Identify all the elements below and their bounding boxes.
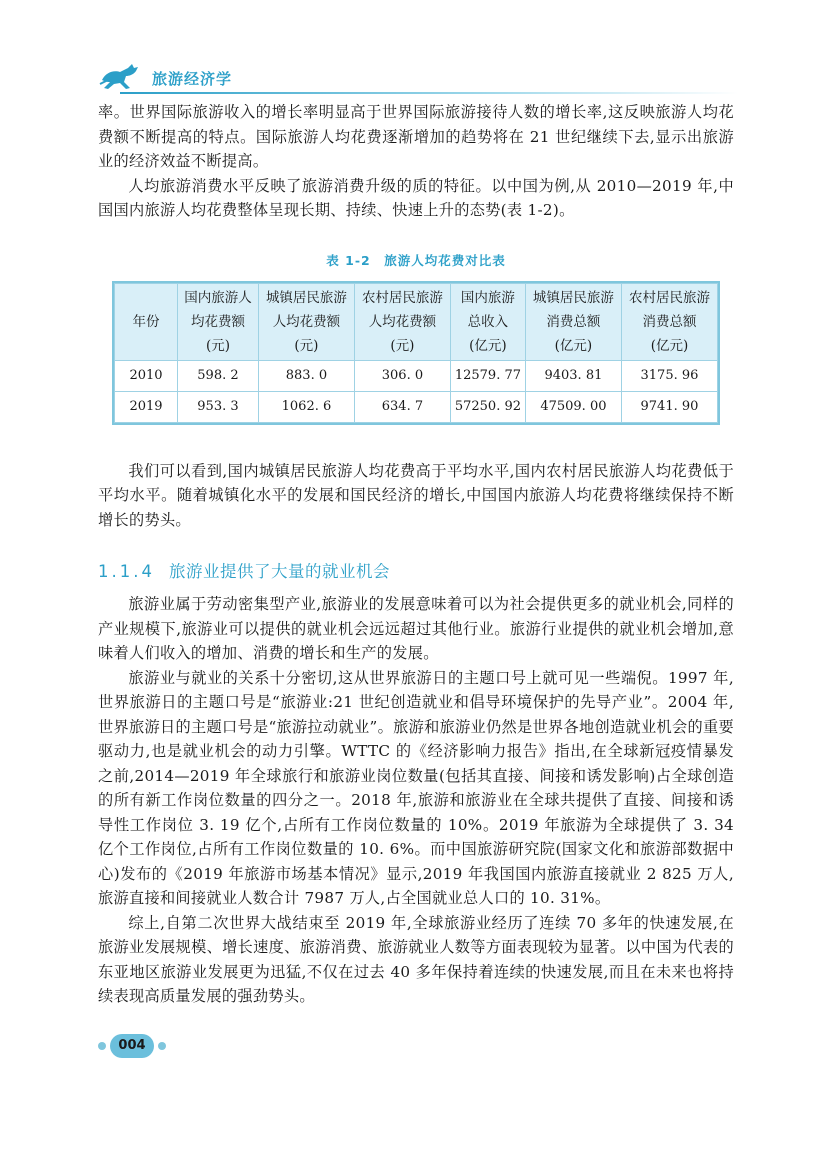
table-cell: 9741. 90: [621, 391, 717, 422]
paragraph-consumption-level: 人均旅游消费水平反映了旅游消费升级的质的特征。以中国为例,从 2010—2019 年,中国国内旅游人均花费整体呈现长期、持续、快速上升的态势(表 1-2)。: [98, 176, 734, 219]
table-caption: 表 1-2 旅游人均花费对比表: [326, 252, 506, 268]
table-cell: 306. 0: [354, 360, 450, 391]
paragraph-continuation: 率。世界国际旅游收入的增长率明显高于世界国际旅游接待人数的增长率,这反映旅游人均花费额不断提高的特点。国际旅游人均花费逐渐增加的趋势将在 21 世纪继续下去,显示出旅游业的经济效益不断提高。: [98, 103, 734, 170]
table-cell: 47509. 00: [525, 391, 621, 422]
header-rule: [120, 92, 738, 94]
page-number: 004: [110, 1034, 154, 1058]
table-cell: 598. 2: [178, 360, 259, 391]
paragraph-summary: 综上,自第二次世界大战结束至 2019 年,全球旅游业经历了连续 70 多年的快速发展,在旅游业发展规模、增长速度、旅游消费、旅游就业人数等方面表现较为显著。以中国为代表的东亚地区旅游业发展更为迅猛,不仅在过去 40 多年保持着连续的快速发展,而且在未来也将持续表现高质量发展的强劲势头。: [98, 913, 734, 1005]
table-header-row: [115, 283, 718, 360]
table-cell: 57250. 92: [450, 391, 525, 422]
paragraph-employment-intro: 旅游业属于劳动密集型产业,旅游业的发展意味着可以为社会提供更多的就业机会,同样的产业规模下,旅游业可以提供的就业机会远远超过其他行业。旅游行业提供的就业机会增加,意味着人们收入的增加、消费的增长和生产的发展。: [98, 595, 734, 662]
section-title: 旅游业提供了大量的就业机会: [168, 562, 390, 581]
header-rural-total: 农村居民旅游 消费总额 (亿元): [621, 283, 717, 360]
paragraph-analysis: 我们可以看到,国内城镇居民旅游人均花费高于平均水平,国内农村居民旅游人均花费低于平均水平。随着城镇化水平的发展和国民经济的增长,中国国内旅游人均花费将继续保持不断增长的势头。: [98, 461, 734, 529]
table-cell: 883. 0: [258, 360, 354, 391]
table-cell: 3175. 96: [621, 360, 717, 391]
running-horse-icon: [98, 62, 146, 92]
header-domestic-per-capita: 国内旅游人 均花费额 (元): [178, 283, 259, 360]
page-header: [98, 60, 738, 100]
table-cell: 634. 7: [354, 391, 450, 422]
table-cell: 1062. 6: [258, 391, 354, 422]
header-urban-per-capita: 城镇居民旅游 人均花费额 (元): [258, 283, 354, 360]
header-urban-total: 城镇居民旅游 消费总额 (亿元): [525, 283, 621, 360]
book-title: 旅游经济学: [152, 70, 233, 88]
table-cell: 9403. 81: [525, 360, 621, 391]
table-cell: 953. 3: [178, 391, 259, 422]
page-dot-left: [98, 1042, 106, 1050]
table-cell: 2010: [115, 360, 178, 391]
table-cell: 2019: [115, 391, 178, 422]
table-row: [115, 391, 718, 422]
section-number: 1.1.4: [98, 562, 155, 581]
header-domestic-total-income: 国内旅游 总收入 (亿元): [450, 283, 525, 360]
paragraph-employment-data: 旅游业与就业的关系十分密切,这从世界旅游日的主题口号上就可见一些端倪。1997 年,世界旅游日的主题口号是“旅游业:21 世纪创造就业和倡导环境保护的先导产业”。2004 年,世界旅游日的主题口号是“旅游拉动就业”。旅游和旅游业仍然是世界各地创造就业机会的重要驱动力,也是就业机会的动力引擎。WTTC 的《经济影响力报告》指出,在全球新冠疫情暴发之前,2014—2019 年全球旅行和旅游业岗位数量(包括其直接、间接和诱发影响)占全球创造的所有新工作岗位数量的四分之一。2018 年,旅游和旅游业在全球共提供了直接、间接和诱导性工作岗位 3. 19 亿个,占所有工作岗位数量的 10%。2019 年旅游为全球提供了 3. 34 亿个工作岗位,占所有工作岗位数量的 10. 6%。而中国旅游研究院(国家文化和旅游部数据中心)发布的《2019 年旅游市场基本情况》显示,2019 年我国国内旅游直接就业 2 825 万人,旅游直接和间接就业人数合计 7987 万人,占全国就业总人口的 10. 31%。: [98, 668, 734, 907]
page-dot-right: [158, 1042, 166, 1050]
page-number-badge: [98, 1034, 178, 1058]
spending-table-frame: [112, 281, 720, 425]
table-cell: 12579. 77: [450, 360, 525, 391]
header-rural-per-capita: 农村居民旅游 人均花费额 (元): [354, 283, 450, 360]
page-content: [98, 100, 734, 1009]
section-heading: [98, 558, 734, 582]
spending-comparison-table: [114, 283, 718, 423]
header-year: 年份: [115, 283, 178, 360]
table-row: [115, 360, 718, 391]
